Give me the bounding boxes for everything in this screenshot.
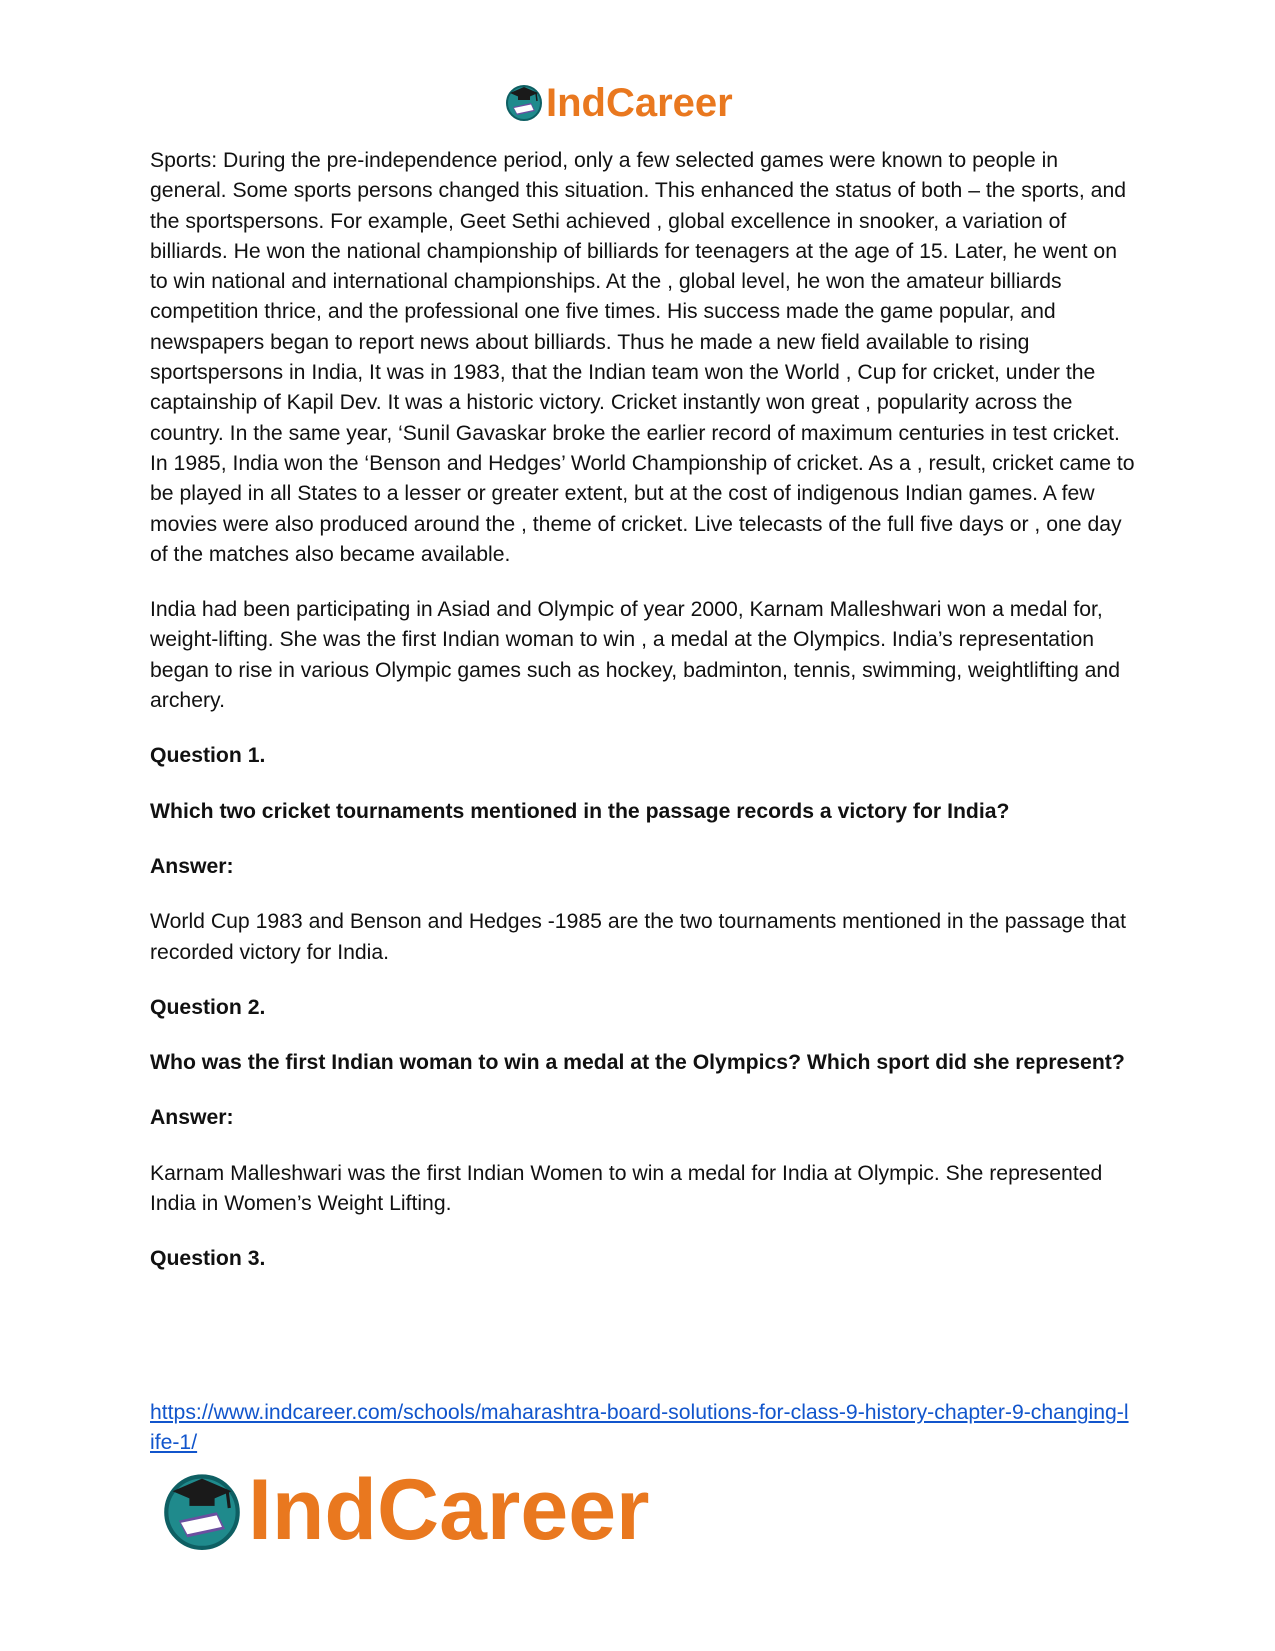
answer-2-label: Answer: xyxy=(150,1106,234,1130)
question-3-label: Question 3. xyxy=(150,1247,266,1271)
passage-paragraph-1: Sports: During the pre-independence period, only a few selected games were known to people in general. Some sports persons changed this situation. This enhanced the status of both – the sports, and the sportspersons. For example, Geet Sethi achieved , global excellence in snooker, a variation of billiards. He won the national championship of billiards for teenagers at the age of 15. Later, he went on to win national and international championships. At the , global level, he won the amateur billiards competition thrice, and the professional one five times. His success made the game popular, and newspapers began to report news about billiards. Thus he made a new field available to rising sportspersons in India, It was in 1983, that the Indian team won the World , Cup for cricket, under the captainship of Kapil Dev. It was a historic victory. Cricket instantly won great , popularity across the country. In the same year, ‘Sunil Gavaskar broke the earlier record of maximum centuries in test cricket. In 1985, India won the ‘Benson and Hedges’ World Championship of cricket. As a , result, cricket came to be played in all States to a lesser or greater extent, but at the cost of indigenous Indian games. A few movies were also produced around the , theme of cricket. Live telecasts of the full five days or , one day of the matches also became available. xyxy=(150,149,1135,566)
question-2-text: Who was the first Indian woman to win a medal at the Olympics? Which sport did she represent? xyxy=(150,1051,1125,1075)
answer-1-text: World Cup 1983 and Benson and Hedges -1985 are the two tournaments mentioned in the passage that recorded victory for India. xyxy=(150,910,1127,964)
document-body xyxy=(150,146,1140,1300)
question-1-label: Question 1. xyxy=(150,744,266,768)
header-logo-text: IndCareer xyxy=(546,81,733,125)
question-1-text: Which two cricket tournaments mentioned in the passage records a victory for India? xyxy=(150,799,1010,823)
graduation-cap-globe-icon xyxy=(160,1466,244,1555)
header-logo xyxy=(504,78,733,128)
source-link[interactable]: https://www.indcareer.com/schools/maharashtra-board-solutions-for-class-9-history-chapter-9-changing-life-1/ xyxy=(150,1401,1129,1455)
graduation-cap-globe-icon xyxy=(504,81,544,126)
footer-logo-text: IndCareer xyxy=(248,1462,650,1558)
answer-2-text: Karnam Malleshwari was the first Indian Women to win a medal for India at Olympic. She represented India in Women’s Weight Lifting. xyxy=(150,1161,1103,1216)
footer-logo xyxy=(160,1462,650,1558)
passage-paragraph-2: India had been participating in Asiad and Olympic of year 2000, Karnam Malleshwari won a medal for, weight-lifting. She was the first Indian woman to win , a medal at the Olympics. India’s representation began to rise in various Olympic games such as hockey, badminton, tennis, swimming, weightlifting and archery. xyxy=(150,598,1120,713)
answer-1-label: Answer: xyxy=(150,854,234,878)
question-2-label: Question 2. xyxy=(150,995,266,1019)
